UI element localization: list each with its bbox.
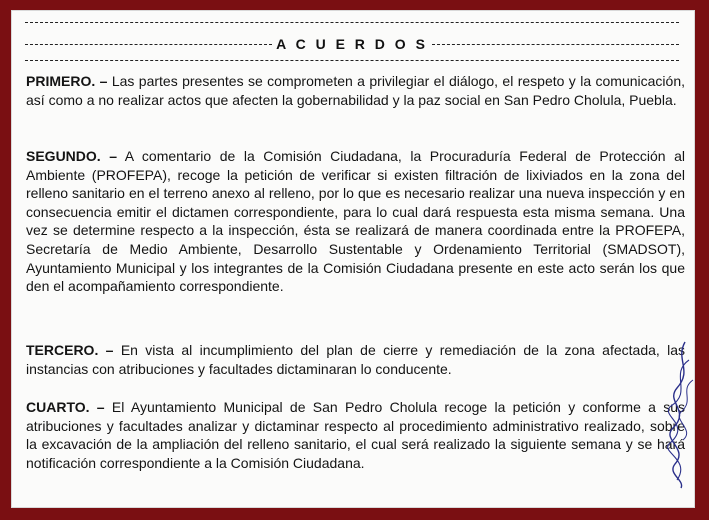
agreement-text: El Ayuntamiento Municipal de San Pedro Cholula recoge la petición y conforme a sus atribuciones y facultades analizar y dictaminar respecto al procedimiento administrativo realizado, sobre la excavación de la ampliación del relleno sanitario, el cual será realizado la siguiente semana y se hará notificación correspondiente a la Comisión Ciudadana.	[26, 399, 686, 471]
document-page	[11, 10, 695, 508]
agreement-tercero	[26, 341, 685, 378]
section-heading: A C U E R D O S	[276, 36, 428, 52]
dashed-rule-left	[25, 44, 272, 45]
agreement-text: A comentario de la Comisión Ciudadana, la Procuraduría Federal de Protección al Ambiente (PROFEPA), recoge la petición de verificar si existen filtración de lixiviados en la zona del relleno sanitario en el terreno anexo al relleno, por lo que es necesario realizar una nueva inspección y en consecuencia emitir el dictamen correspondiente, para lo cual dará respuesta esta misma semana. Una vez se determine respecto a la inspección, ésta se realizará de manera coordinada entre la PROFEPA, Secretaría de Medio Ambiente, Desarrollo Sustentable y Ordenamiento Territorial (SMADSOT), Ayuntamiento Municipal y los integrantes de la Comisión Ciudadana presente en este acto serán los que den el acompañamiento correspondiente.	[26, 148, 685, 295]
agreement-text: Las partes presentes se comprometen a privilegiar el diálogo, el respeto y la comunicación, así como a no realizar actos que afecten la gobernabilidad y la paz social en San Pedro Cholula, Puebla.	[26, 73, 685, 108]
section-heading-row	[25, 36, 679, 52]
agreement-cuarto	[26, 398, 685, 472]
agreement-label: PRIMERO. –	[26, 73, 108, 89]
dashed-rule-top	[25, 22, 679, 23]
agreement-primero	[26, 72, 685, 109]
agreement-text: En vista al incumplimiento del plan de cierre y remediación de la zona afectada, las instancias con atribuciones y facultades dictaminaran lo conducente.	[26, 342, 686, 377]
agreement-label: CUARTO. –	[26, 399, 105, 415]
dashed-rule-bottom	[25, 60, 679, 61]
handwritten-signature-mark	[655, 340, 695, 490]
agreement-segundo	[26, 147, 685, 296]
agreement-label: TERCERO. –	[26, 342, 114, 358]
dashed-rule-right	[432, 44, 679, 45]
agreement-label: SEGUNDO. –	[26, 148, 118, 164]
